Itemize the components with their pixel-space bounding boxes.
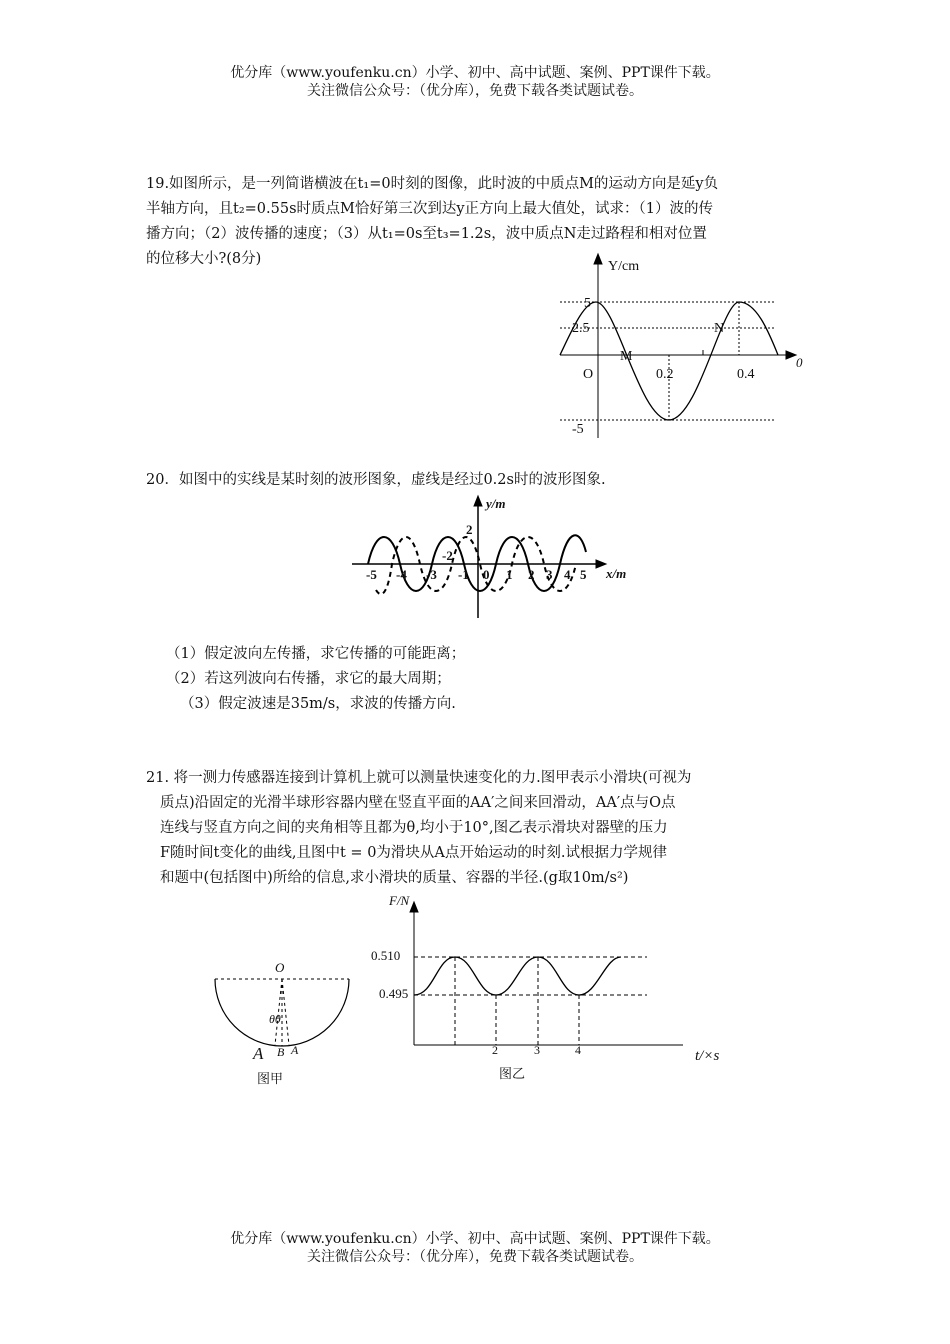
q19-tick-2.5: 2.5	[572, 321, 590, 336]
q21b-tick-2: 2	[492, 1043, 498, 1057]
q19-tick-0.2: 0.2	[656, 367, 674, 382]
q19-ylabel: Y/cm	[608, 259, 640, 274]
q20-x-arrow	[596, 560, 606, 568]
q20-xtick: -1	[458, 567, 469, 582]
q21-line-5: 和题中(包括图中)所给的信息,求小滑块的质量、容器的半径.(g取10m/s²)	[160, 870, 629, 886]
q21-figure-b	[365, 888, 735, 1088]
q20-xtick: -4	[396, 567, 407, 582]
q19-tick-neg5: -5	[572, 422, 584, 437]
q19-x-label: 0	[796, 355, 803, 370]
q20-xtick: 2	[528, 567, 535, 582]
q20-wave-graph	[348, 492, 648, 622]
q21-caption-a: 图甲	[257, 1071, 284, 1086]
page-header	[0, 64, 950, 100]
q21-point-b: B	[277, 1045, 285, 1059]
q20-solid-wave	[368, 535, 586, 591]
q21-point-o: O	[275, 960, 285, 975]
q20-stem: 20．如图中的实线是某时刻的波形图象，虚线是经过0.2s时的波形图象.	[146, 472, 606, 488]
q21-line-3: 连线与竖直方向之间的夹角相等且都为θ,均小于10°,图乙表示滑块对器壁的压力	[160, 820, 668, 836]
q21-radius-a2	[282, 979, 289, 1045]
q19-origin: O	[583, 367, 594, 382]
q20-y-arrow	[474, 496, 482, 506]
q21-theta: θθ	[269, 1012, 281, 1026]
q20-tick-neg2: -2	[442, 548, 453, 563]
q19-line-3: 播方向；（2）波传播的速度；（3）从t₁=0s至t₃=1.2s，波中质点N走过路程和相对位置	[146, 226, 707, 242]
q19-line-1: 19.如图所示，是一列简谐横波在t₁=0时刻的图像，此时波的中质点M的运动方向是延y负	[146, 176, 719, 192]
q21-caption-b: 图乙	[499, 1066, 526, 1081]
footer-line-2: 关注微信公众号：（优分库），免费下载各类试题试卷。	[307, 1249, 643, 1265]
q21b-tick-0510: 0.510	[371, 948, 401, 963]
q21-line-1: 21. 将一测力传感器连接到计算机上就可以测量快速变化的力.图甲表示小滑块(可视为	[146, 770, 692, 786]
q20-part-3: （3）假定波速是35m/s，求波的传播方向.	[180, 696, 456, 712]
q21-point-a-right: A	[291, 1043, 299, 1057]
footer-line-1: 优分库（www.youfenku.cn）小学、初中、高中试题、案例、PPT课件下载。	[230, 1231, 720, 1247]
q20-xtick: 1	[506, 567, 513, 582]
q20-xtick: 4	[564, 567, 571, 582]
q20-xtick: 5	[580, 567, 587, 582]
q21-figure-a	[205, 955, 365, 1090]
q20-xtick: 0	[483, 567, 490, 582]
q21b-tick-3: 3	[534, 1043, 540, 1057]
question-21	[146, 766, 826, 891]
q20-xlabel: x/m	[606, 566, 627, 581]
q20-part-1: （1）假定波向左传播，求它传播的可能距离；	[166, 646, 466, 662]
q19-x-arrow	[786, 351, 796, 359]
q21b-xlabel: t/×s	[695, 1048, 720, 1064]
q20-xtick: -5	[366, 567, 377, 582]
header-line-1: 优分库（www.youfenku.cn）小学、初中、高中试题、案例、PPT课件下载。	[230, 65, 720, 81]
q20-ylabel: y/m	[486, 496, 506, 511]
q21b-force-curve	[414, 957, 621, 995]
q21-point-a-left: A	[253, 1044, 264, 1063]
q19-tick-0.4: 0.4	[737, 367, 755, 382]
page-footer	[0, 1230, 950, 1266]
q21b-y-arrow	[410, 902, 418, 912]
q21b-tick-0495: 0.495	[379, 986, 409, 1001]
q21b-ylabel: F/N	[389, 893, 410, 908]
q20-xtick: 3	[546, 567, 553, 582]
q19-tick-5: 5	[584, 296, 591, 311]
q19-point-n: N	[714, 321, 725, 336]
q20-part-2: （2）若这列波向右传播，求它的最大周期；	[166, 671, 451, 687]
q19-line-4: 的位移大小?(8分)	[146, 251, 262, 267]
header-line-2: 关注微信公众号：（优分库），免费下载各类试题试卷。	[307, 83, 643, 99]
q21b-tick-4: 4	[575, 1043, 581, 1057]
q19-y-arrow	[594, 254, 602, 264]
q19-point-m: M	[620, 349, 633, 364]
q20-dashed-wave	[376, 537, 576, 594]
q21-line-4: F随时间t变化的曲线,且图中t = 0为滑块从A点开始运动的时刻.试根据力学规律	[160, 845, 667, 861]
q19-line-2: 半轴方向，且t₂=0.55s时质点M恰好第三次到达y正方向上最大值处，试求：（1）波的传	[146, 201, 714, 217]
q19-wave-graph	[550, 250, 820, 445]
q20-xtick: -3	[426, 567, 437, 582]
q20-tick-2: 2	[466, 522, 473, 537]
q21-line-2: 质点)沿固定的光滑半球形容器内壁在竖直平面的AA′之间来回滑动，AA′点与O点	[160, 795, 676, 811]
